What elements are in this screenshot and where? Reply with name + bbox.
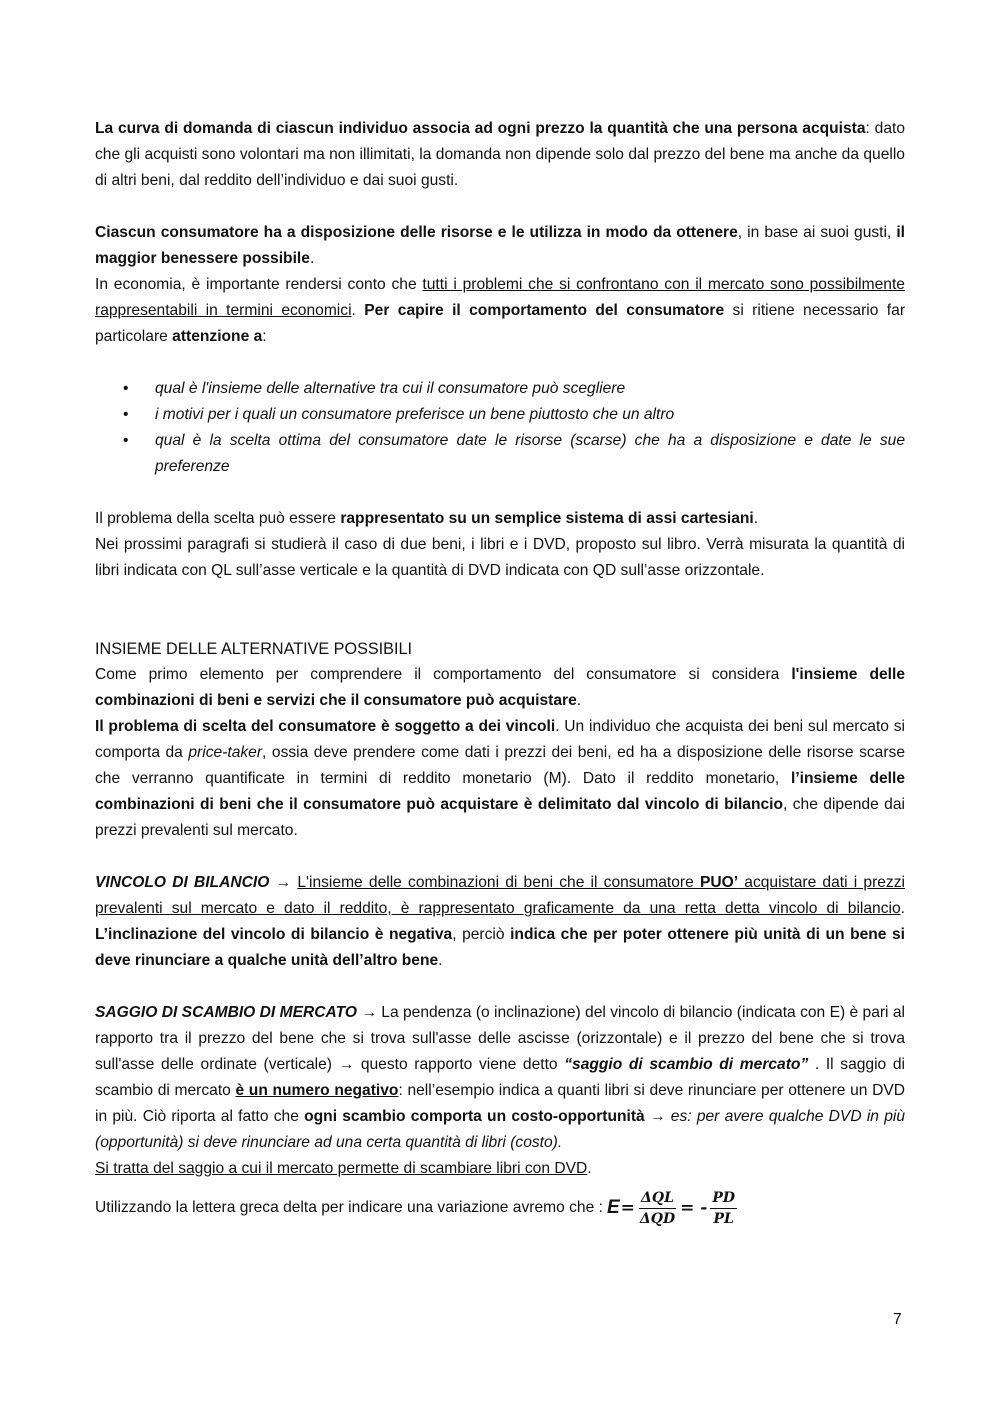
text: La pendenza (o inclinazione) del vincolo di bilancio (indicata con E) è pari al rapporto tra il prezzo del bene che si trova sull'asse delle ascisse (orizzontale) e il prezzo del bene che si trova sull'asse delle ordinate (verticale): [95, 1004, 906, 1073]
arrow-icon: →: [356, 1004, 382, 1021]
text: .: [309, 250, 315, 267]
text: , in base ai suoi gusti,: [737, 224, 897, 241]
paragraph-economics: [95, 272, 905, 350]
text: , ossia deve prendere come dati i prezzi dei beni, ed ha a disposizione delle risorse scarse che verranno quantificate in termini di reddito monetario (M). Dato il reddito monetario,: [95, 744, 906, 787]
bold-text: L’inclinazione del vincolo di bilancio è negativa: [95, 926, 453, 943]
text: , perciò: [452, 926, 511, 943]
bold-italic-term: “saggio di scambio di mercato”: [564, 1056, 809, 1073]
fraction-numerator: PD: [710, 1188, 737, 1209]
formula-intro: Utilizzando la lettera greca delta per indicare una variazione avremo che :: [95, 1199, 603, 1216]
bold-text: Ciascun consumatore ha a disposizione delle risorse e le utilizza in modo da ottenere: [95, 224, 738, 241]
fraction-numerator: ΔQL: [639, 1188, 676, 1209]
bold-text: l'insieme delle combinazioni di beni e servizi che il consumatore può acquistare: [95, 666, 905, 709]
italic-text: es: per avere qualche DVD in più (opportunità) si deve rinunciare ad una certa quantità di libri (costo).: [95, 1108, 906, 1151]
fraction-denominator: ΔQD: [639, 1210, 676, 1227]
bold-underlined-text: è un numero negativo: [235, 1082, 399, 1099]
text: Nei prossimi paragrafi si studierà il caso di due beni, i libri e i DVD, proposto sul libro. Verrà misurata la quantità di libri indicata con QL sull’asse verticale e la quantità di DVD indicata con QD sull’asse orizzontale.: [95, 536, 905, 579]
fraction-prices: [710, 1188, 737, 1229]
bold-text: rappresentato su un semplice sistema di assi cartesiani: [340, 510, 754, 527]
text: .: [351, 302, 365, 319]
text: In economia, è importante rendersi conto che: [95, 276, 423, 293]
text: :: [262, 328, 267, 345]
arrow-icon: →: [338, 1056, 355, 1073]
paragraph-choice-problem: [95, 506, 905, 532]
formula-lhs: E: [606, 1197, 620, 1218]
text: Il problema della scelta può essere: [95, 510, 341, 527]
text: questo rapporto viene detto: [354, 1056, 565, 1073]
fraction-denominator: PL: [713, 1210, 734, 1227]
text: : dato che gli acquisti sono volontari ma non illimitati, la domanda non dipende solo dal prezzo del bene ma anche da quello di altri beni, dal reddito dell’individuo e dai suoi gusti.: [95, 120, 906, 189]
section-heading: INSIEME DELLE ALTERNATIVE POSSIBILI: [95, 640, 412, 658]
list-item: • qual è l'insieme delle alternative tra cui il consumatore può scegliere: [95, 376, 905, 402]
arrow-icon: →: [269, 874, 298, 891]
exchange-rate-formula: [607, 1188, 739, 1229]
bold-text: indica che per poter ottenere più unità di un bene si deve rinunciare a qualche unità dell’altro bene: [95, 926, 905, 969]
bold-italic-term: VINCOLO DI BILANCIO: [95, 874, 270, 891]
bullet-list: [95, 376, 905, 480]
paragraph-budget-constraint: [95, 870, 905, 974]
text: , che dipende dai prezzi prevalenti sul mercato.: [95, 796, 905, 839]
bold-text: La curva di domanda di ciascun individuo associa ad ogni prezzo la quantità che una persona acquista: [95, 120, 866, 137]
formula-equals: =: [620, 1198, 635, 1218]
bold-text: Per capire il comportamento del consumatore: [364, 302, 725, 319]
bold-text: PUO’: [699, 874, 739, 891]
text: .: [576, 692, 582, 709]
bold-text: l’insieme delle combinazioni di beni che il consumatore può acquistare è delimitato dal vincolo di bilancio: [95, 770, 906, 813]
italic-text: price-taker: [188, 744, 263, 761]
list-item: • qual è la scelta ottima del consumatore date le risorse (scarse) che ha a disposizione e date le sue preferenze: [95, 428, 905, 480]
paragraph-exchange-rate: [95, 1000, 905, 1156]
text: acquistare dati i prezzi prevalenti sul mercato e dato il reddito, è rappresentato graficamente da una retta detta vincolo di bilancio: [95, 874, 905, 917]
arrow-icon: →: [644, 1108, 671, 1125]
text: Come primo elemento per comprendere il comportamento del consumatore si considera: [95, 666, 792, 683]
paragraph-two-goods: [95, 532, 905, 584]
bold-text: ogni scambio comporta un costo-opportunità: [304, 1108, 645, 1125]
underlined-text: tutti i problemi che si confrontano con il mercato sono possibilmente rappresentabili in termini economici: [95, 276, 905, 319]
text: : nell’esempio indica a quanti libri si deve rinunciare per ottenere un DVD in più. Ciò riporta al fatto che: [95, 1082, 905, 1125]
text: .: [753, 510, 759, 527]
document-page: [95, 116, 905, 1234]
text: .: [438, 952, 443, 969]
bold-text: Il problema di scelta del consumatore è soggetto a dei vincoli: [95, 718, 556, 735]
paragraph-exchange-summary: [95, 1156, 905, 1182]
bold-text: il maggior benessere possibile: [95, 224, 906, 267]
formula-equals-minus: = -: [680, 1198, 708, 1218]
paragraph-demand-curve: [95, 116, 905, 194]
paragraph-constraints: [95, 714, 905, 844]
bold-text: attenzione a: [172, 328, 263, 345]
text: . Il saggio di scambio di mercato: [95, 1056, 905, 1099]
paragraph-alternatives: [95, 662, 905, 714]
page-number: 7: [893, 1311, 902, 1328]
text: .: [900, 900, 905, 917]
paragraph-consumer-resources: [95, 220, 905, 272]
fraction-delta: [638, 1188, 677, 1229]
bold-italic-term: SAGGIO DI SCAMBIO DI MERCATO: [95, 1004, 357, 1021]
text: . Un individuo che acquista dei beni sul mercato si comporta da: [95, 718, 905, 761]
text: si ritiene necessario far particolare: [95, 302, 906, 345]
text: .: [587, 1160, 592, 1177]
formula-line: [95, 1182, 905, 1234]
list-item: • i motivi per i quali un consumatore preferisce un bene piuttosto che un altro: [95, 402, 905, 428]
text: L'insieme delle combinazioni di beni che il consumatore: [297, 874, 700, 891]
underlined-text: Si tratta del saggio a cui il mercato permette di scambiare libri con DVD: [95, 1160, 588, 1177]
